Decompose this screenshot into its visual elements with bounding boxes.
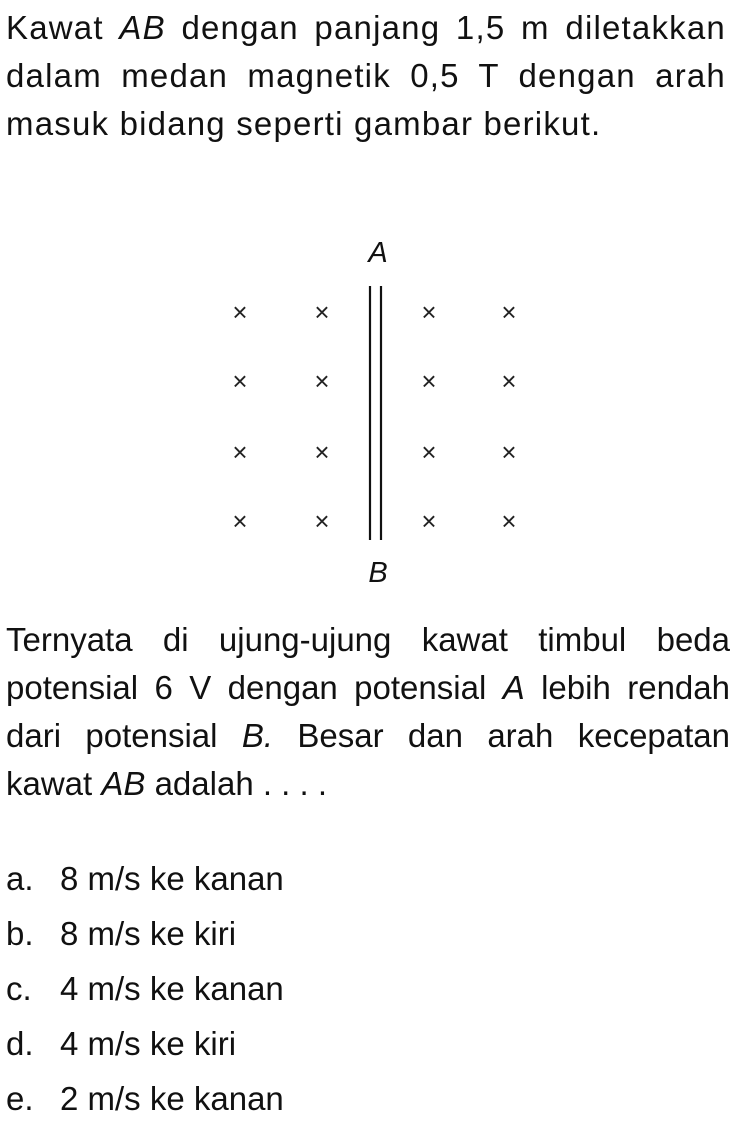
option-letter: b. — [6, 915, 34, 952]
option-letter: e. — [6, 1080, 34, 1117]
question-text-1: Ternyata di ujung-ujung kawat timbul beda potensial 6 V dengan potensial — [6, 621, 730, 706]
answer-options — [6, 855, 284, 1130]
magnetic-field-marks — [232, 297, 516, 536]
potential-b: B. — [241, 717, 274, 754]
problem-intro — [6, 4, 726, 148]
label-a: A — [368, 237, 388, 269]
field-cross-r3-c3: × — [501, 506, 517, 536]
intro-text-1: Kawat — [6, 9, 120, 46]
question-text-3: Besar dan arah kecepatan kawat — [6, 717, 730, 802]
question-text-2: lebih rendah dari potensial — [6, 669, 730, 754]
option-text: 4 m/s ke kiri — [60, 1025, 237, 1062]
field-cross-r2-c1: × — [314, 437, 330, 467]
intro-text-2: dengan panjang 1,5 m diletakkan dalam medan magnetik 0,5 T dengan arah masuk bidang seperti gambar berikut. — [6, 9, 726, 142]
field-cross-r0-c3: × — [501, 297, 517, 327]
wire-field-diagram — [200, 228, 540, 598]
option-b[interactable] — [6, 910, 284, 965]
problem-question — [6, 616, 730, 808]
wire-name-ab-2: AB — [101, 765, 146, 802]
field-cross-r3-c1: × — [314, 506, 330, 536]
wire-name-ab: AB — [119, 9, 166, 46]
field-cross-r2-c3: × — [501, 437, 517, 467]
field-cross-r1-c2: × — [421, 366, 437, 396]
question-text-4: adalah . . . . — [145, 765, 328, 802]
label-b: B — [368, 557, 388, 589]
field-cross-r1-c1: × — [314, 366, 330, 396]
option-text: 8 m/s ke kanan — [60, 860, 284, 897]
potential-a: A — [502, 669, 525, 706]
option-a[interactable] — [6, 855, 284, 910]
option-d[interactable] — [6, 1020, 284, 1075]
field-cross-r2-c2: × — [421, 437, 437, 467]
field-cross-r2-c0: × — [232, 437, 248, 467]
field-cross-r0-c1: × — [314, 297, 330, 327]
option-text: 2 m/s ke kanan — [60, 1080, 284, 1117]
option-text: 4 m/s ke kanan — [60, 970, 284, 1007]
field-cross-r0-c2: × — [421, 297, 437, 327]
option-letter: c. — [6, 970, 32, 1007]
option-c[interactable] — [6, 965, 284, 1020]
field-cross-r0-c0: × — [232, 297, 248, 327]
field-cross-r1-c3: × — [501, 366, 517, 396]
field-cross-r1-c0: × — [232, 366, 248, 396]
field-cross-r3-c0: × — [232, 506, 248, 536]
option-e[interactable] — [6, 1075, 284, 1130]
option-text: 8 m/s ke kiri — [60, 915, 237, 952]
option-letter: a. — [6, 860, 34, 897]
option-letter: d. — [6, 1025, 34, 1062]
field-cross-r3-c2: × — [421, 506, 437, 536]
